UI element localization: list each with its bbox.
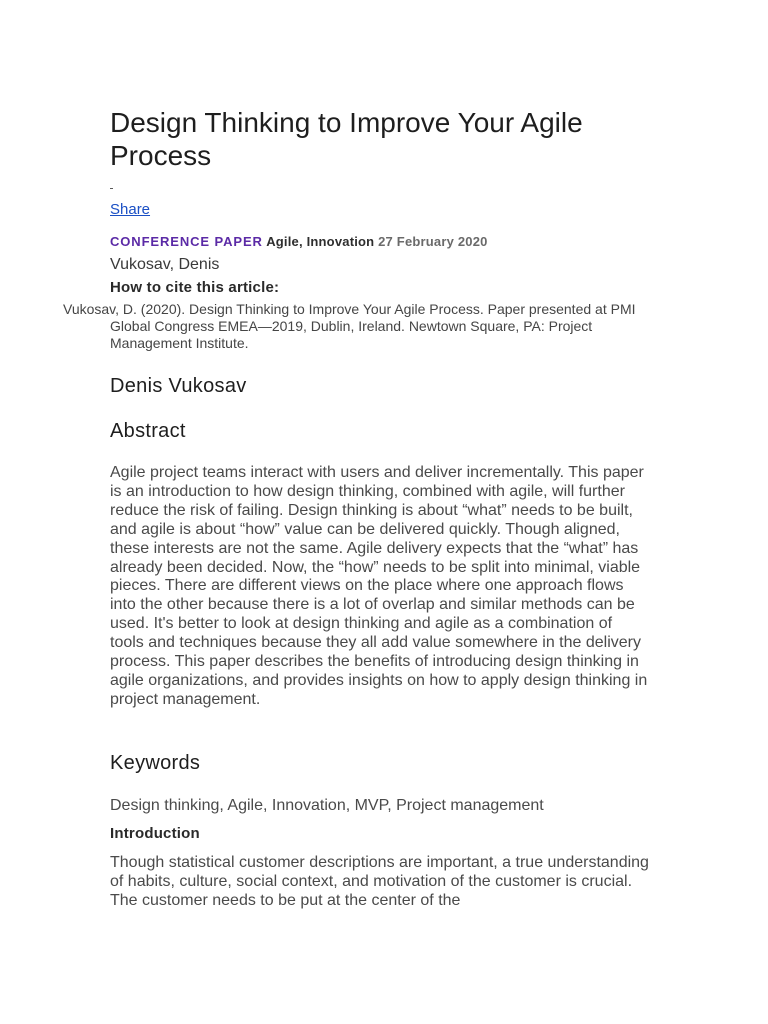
keywords-text: Design thinking, Agile, Innovation, MVP, Project management bbox=[110, 797, 544, 814]
paper-type-label[interactable]: CONFERENCE PAPER bbox=[110, 234, 263, 249]
introduction-text: Though statistical customer descriptions are important, a true understanding of habits, culture, social context, and motivation of the customer is crucial. The customer needs to be put at the center of the bbox=[110, 854, 649, 909]
topic-tags[interactable]: Agile, Innovation bbox=[266, 234, 375, 249]
cite-heading: How to cite this article: bbox=[110, 279, 280, 296]
article-title: Design Thinking to Improve Your Agile Process bbox=[110, 107, 583, 171]
author-byline: Vukosav, Denis bbox=[110, 256, 220, 273]
share-link[interactable]: Share bbox=[110, 201, 151, 218]
introduction-heading: Introduction bbox=[110, 825, 200, 842]
article-meta bbox=[110, 234, 488, 250]
separator-dot bbox=[110, 188, 113, 189]
keywords-heading: Keywords bbox=[110, 752, 201, 774]
abstract-heading: Abstract bbox=[110, 420, 186, 442]
citation-text: Vukosav, D. (2020). Design Thinking to Improve Your Agile Process. Paper presented at PMI Global Congress EMEA—2019, Dublin, Ireland. Newtown Square, PA: Project Management Institute. bbox=[63, 301, 636, 351]
abstract-text: Agile project teams interact with users and deliver incrementally. This paper is an introduction to how design thinking, combined with agile, will further reduce the risk of failing. Design thinking is about “what” needs to be built, and agile is about “how” value can be delivered quickly. Though aligned, these interests are not the same. Agile delivery expects that the “what” has already been decided. Now, the “how” needs to be split into minimal, viable pieces. There are different views on the place where one approach flows into the other because there is a lot of overlap and similar methods can be used. It's better to look at design thinking and agile as a combination of tools and techniques because they all add value somewhere in the delivery process. This paper describes the benefits of introducing design thinking in agile organizations, and provides insights on how to apply design thinking in project management. bbox=[110, 464, 648, 708]
publish-date: 27 February 2020 bbox=[378, 234, 488, 249]
author-heading: Denis Vukosav bbox=[110, 375, 247, 397]
